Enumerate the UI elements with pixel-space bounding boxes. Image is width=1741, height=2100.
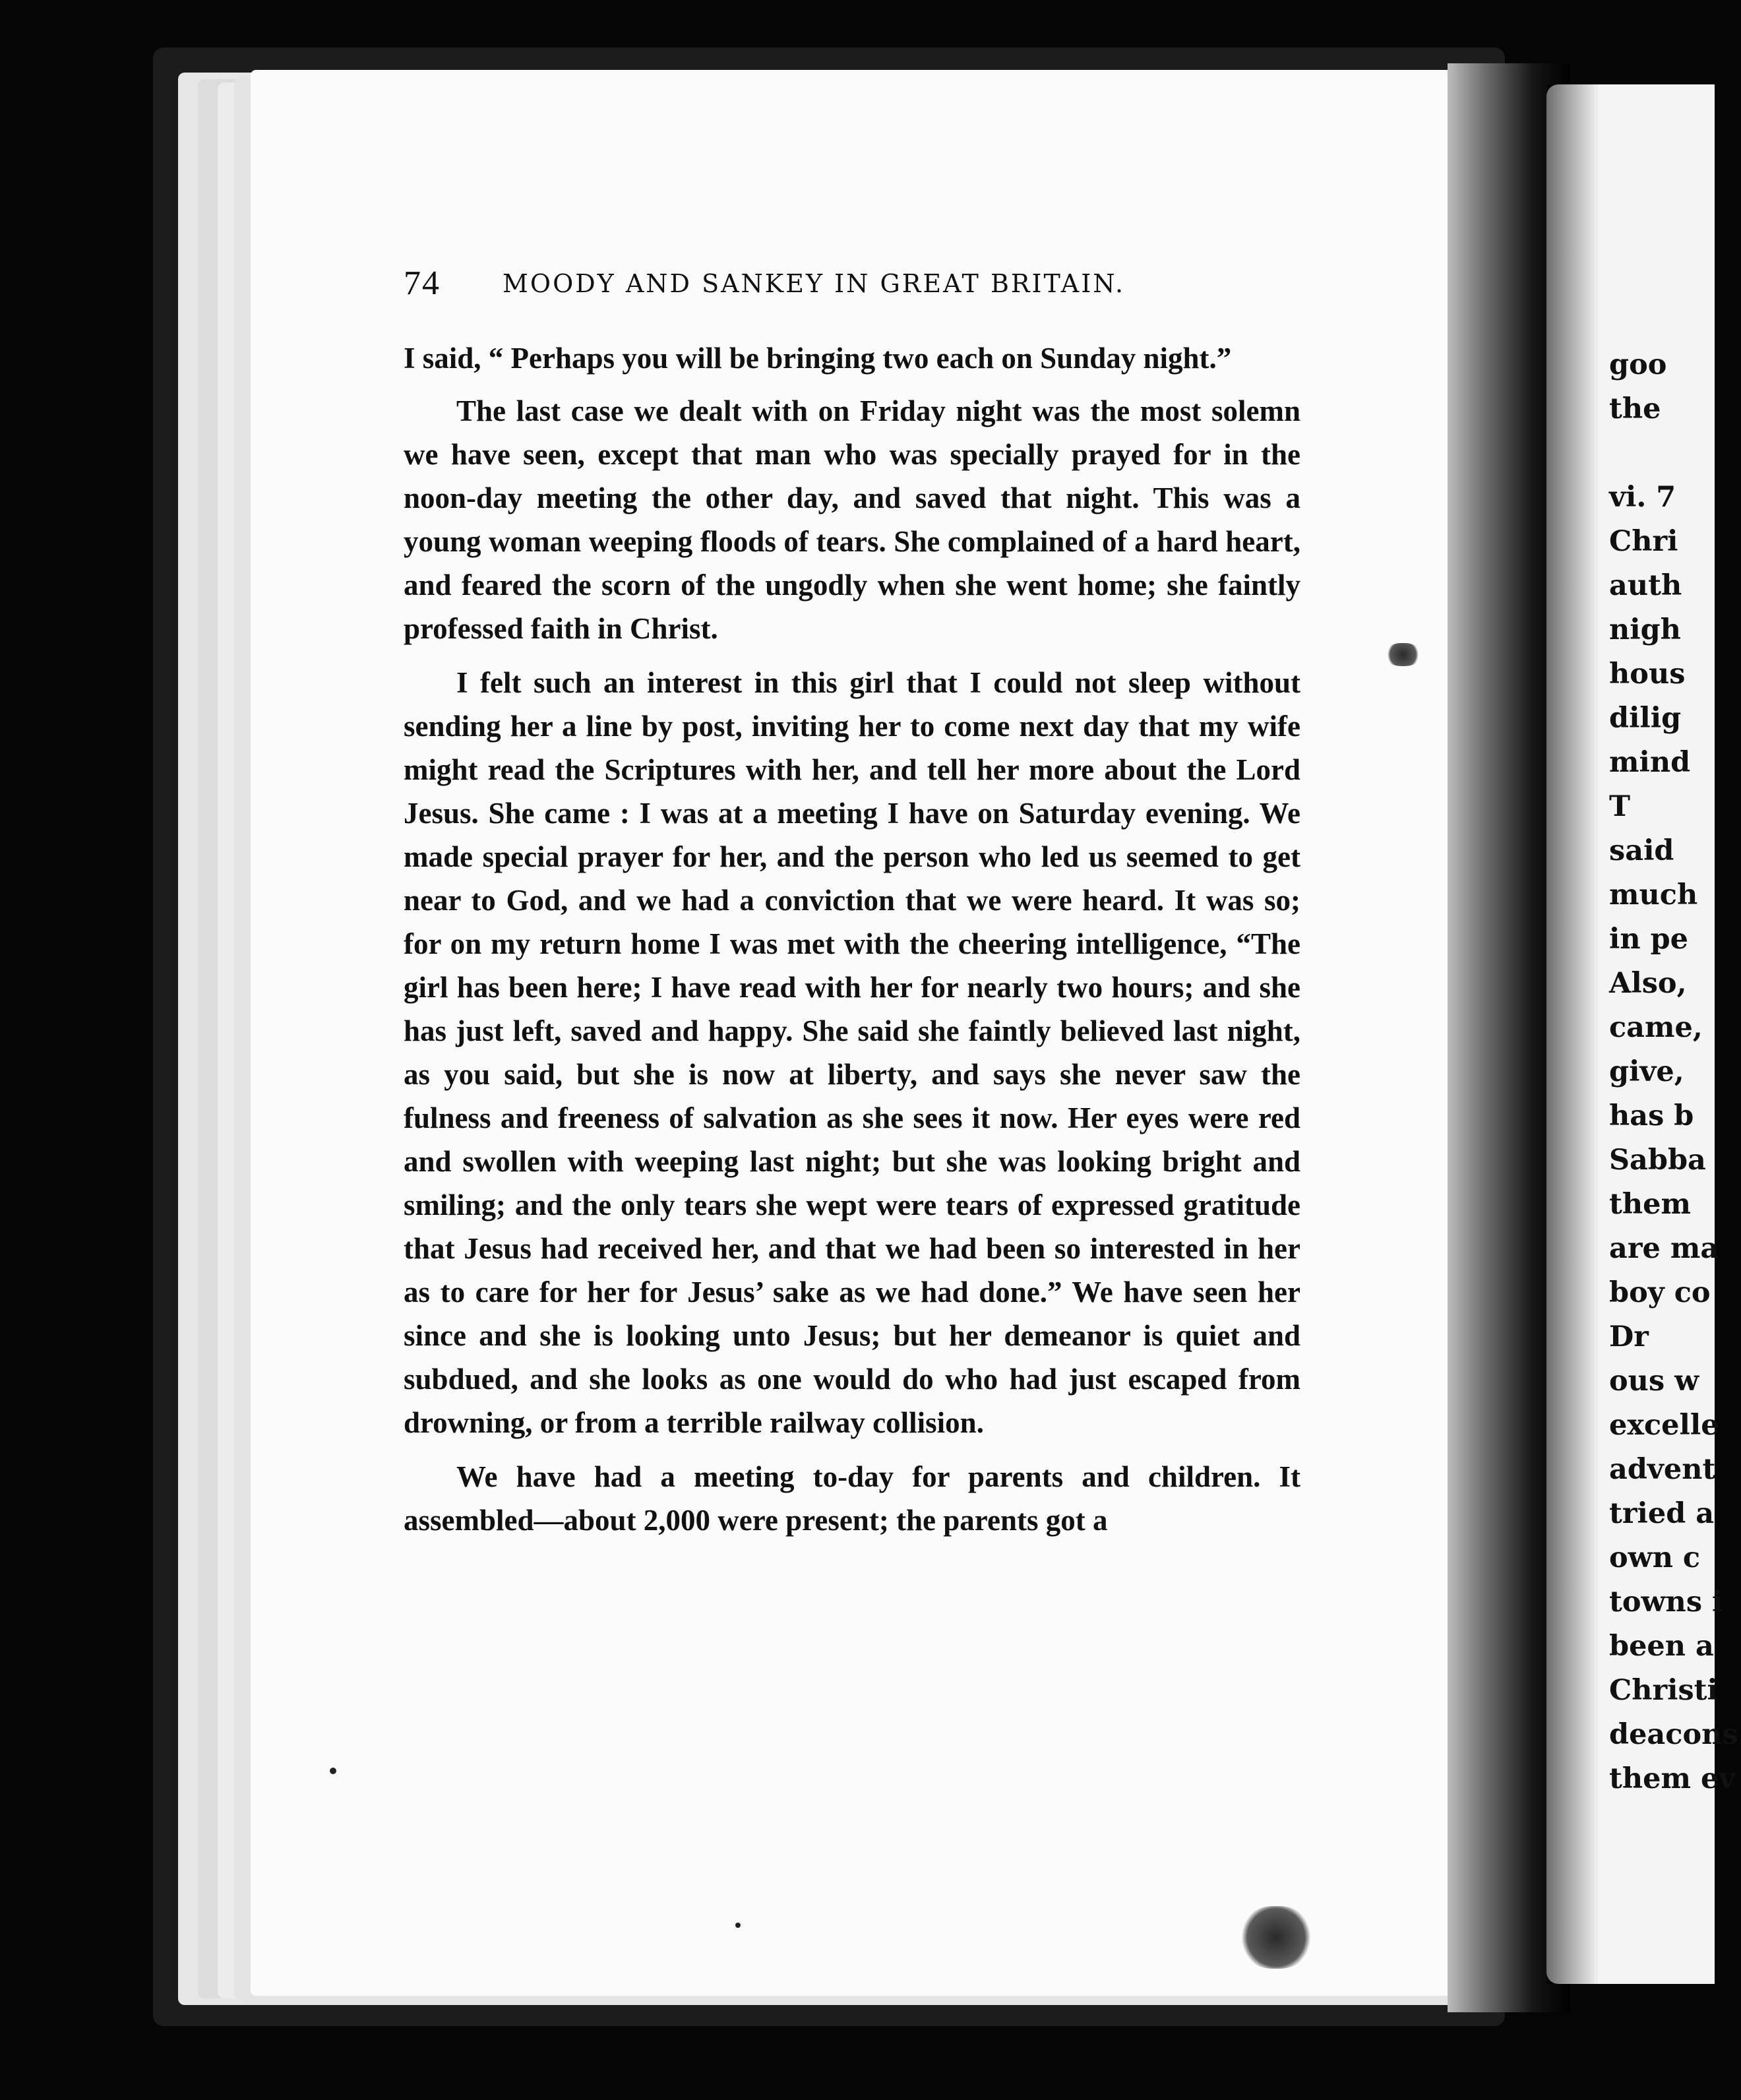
page-number: 74 — [404, 264, 441, 302]
facing-page-line: came, — [1609, 1011, 1703, 1044]
facing-page-line: them ev — [1609, 1762, 1736, 1795]
facing-page-line: Also, — [1609, 967, 1687, 1000]
ink-speck — [735, 1923, 741, 1928]
facing-page-line: towns i — [1609, 1586, 1723, 1619]
facing-page-line: them — [1609, 1188, 1691, 1221]
facing-page-line: much — [1609, 879, 1698, 911]
paragraph-text: I said, “ Perhaps you will be bringing two each on Sunday night.” — [404, 342, 1232, 375]
facing-page-line: give, — [1609, 1055, 1684, 1088]
facing-page-line: mind — [1609, 746, 1691, 779]
facing-page-line: been a — [1609, 1630, 1714, 1663]
facing-page-line: are ma — [1609, 1232, 1719, 1265]
paragraph — [404, 661, 1300, 1444]
facing-page-line: tried a — [1609, 1497, 1715, 1530]
facing-page-line: Chri — [1609, 525, 1678, 558]
gutter-shadow — [1546, 84, 1599, 1984]
running-title: MOODY AND SANKEY IN GREAT BRITAIN. — [503, 269, 1126, 298]
page-body — [404, 336, 1300, 1553]
paragraph — [404, 1455, 1300, 1542]
paragraph-text: We have had a meeting to-day for parents and children. It assembled—about 2,000 were present; the parents got a — [404, 1460, 1300, 1537]
facing-page-line: hous — [1609, 658, 1686, 691]
paragraph-text: I felt such an interest in this girl that I could not sleep without sending her a line by post, inviting her to come next day that my wife might read the Scriptures with her, and tell her more about the Lord Jesus. She came : I was at a meeting I have on Saturday evening. We made special prayer for her, and the person who led us seemed to get near to God, and we had a conviction that we were heard. It was so; for on my return home I was met with the cheering intelligence, “The girl has been here; I have read with her for nearly two hours; and she has just left, saved and happy. She said she faintly believed last night, as you said, but she is now at liberty, and says she never saw the fulness and freeness of salvation as she sees it now. Her eyes were red and swollen with weeping last night; but she was looking bright and smiling; and the only tears she wept were tears of expressed gratitude that Jesus had received her, and that we had been so interested in her as to care for her for Jesus’ sake as we had done.” We have seen her since and she is looking unto Jesus; but her demeanor is quiet and subdued, and she looks as one would do who had just escaped from drowning, or from a terrible railway collision. — [404, 666, 1300, 1439]
facing-page-line: nigh — [1609, 613, 1681, 646]
ink-stain — [1240, 1906, 1312, 1969]
facing-page-line: has b — [1609, 1099, 1694, 1132]
page-header — [404, 264, 1235, 310]
ink-speck — [330, 1768, 336, 1774]
facing-page-text — [1609, 343, 1741, 1801]
paragraph — [404, 389, 1300, 650]
facing-page-line: said — [1609, 834, 1674, 867]
facing-page-line: auth — [1609, 569, 1682, 602]
facing-page-line: T — [1609, 790, 1630, 823]
facing-page-line: goo — [1609, 348, 1667, 381]
paragraph — [404, 336, 1300, 380]
facing-page-line: excelle — [1609, 1409, 1719, 1442]
facing-page-line: Sabba — [1609, 1144, 1706, 1177]
facing-page-line: ous w — [1609, 1365, 1699, 1398]
facing-page-line: Dr — [1609, 1320, 1649, 1353]
ink-stain — [1385, 643, 1421, 666]
facing-page-line: in pe — [1609, 923, 1688, 956]
facing-page-line: boy co — [1609, 1276, 1711, 1309]
facing-page-line: dilig — [1609, 702, 1682, 735]
facing-page-line: Christi — [1609, 1674, 1718, 1707]
facing-page-line: advent — [1609, 1453, 1716, 1486]
facing-page-line: deacons — [1609, 1718, 1738, 1751]
facing-page-line: vi. 7 — [1609, 481, 1676, 514]
facing-page-line: own c — [1609, 1541, 1701, 1574]
facing-page-line: the — [1609, 392, 1661, 425]
paragraph-text: The last case we dealt with on Friday night was the most solemn we have seen, except that man who was specially prayed for in the noon-day meeting the other day, and saved that night. This was a young woman weeping floods of tears. She complained of a hard heart, and feared the scorn of the ungodly when she went home; she faintly professed faith in Christ. — [404, 394, 1300, 645]
facing-page-line — [1609, 431, 1741, 476]
